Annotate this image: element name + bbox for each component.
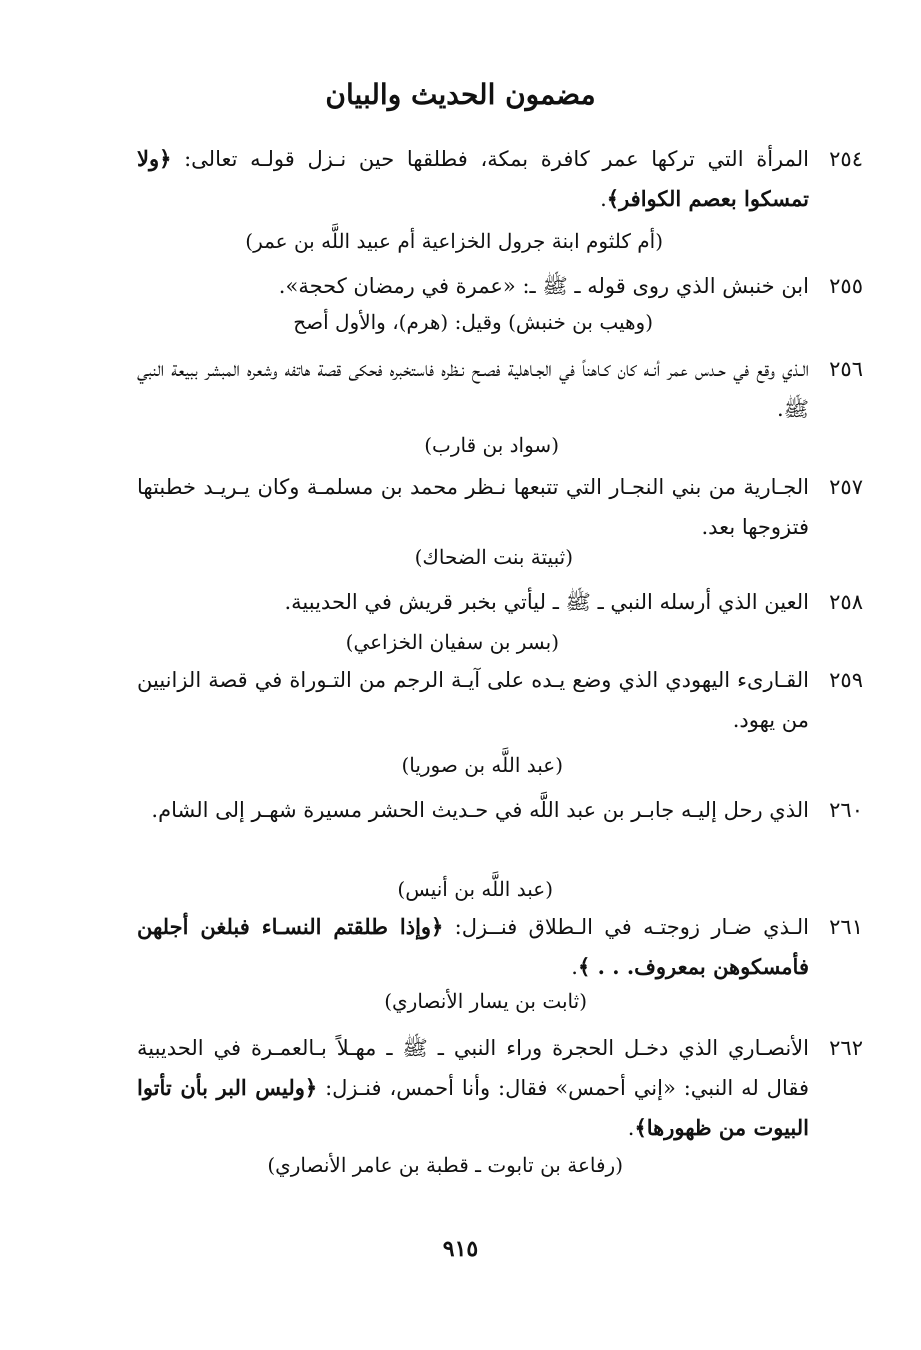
page-number: ٩١٥ [442, 1236, 479, 1262]
page-header: مضمون الحديث والبيان [325, 78, 596, 111]
entry-number: ٢٥٥ [829, 274, 863, 298]
entry-number: ٢٥٤ [829, 147, 863, 171]
entry-answer: (رفاعة بن تابوت ـ قطبة بن عامر الأنصاري) [267, 1153, 623, 1177]
entry-number: ٢٥٨ [829, 590, 863, 614]
entry-text: ابن خنبش الذي روى قوله ـ ﷺ ـ: «عمرة في رمضان كحجة». [278, 274, 809, 298]
entry-number: ٢٥٦ [829, 357, 863, 381]
entry-text: الذي رحل إليـه جابـر بن عبد اللَّه في حـديث الحشر مسيرة شهـر إلى الشام. [151, 798, 809, 822]
entry-answer: (بسر بن سفيان الخزاعي) [345, 630, 559, 654]
entry-answer: (سواد بن قارب) [424, 433, 559, 457]
entry-body: الأنصـاري الذي دخـل الحجرة وراء النبي ـ ﷺ ـ مهـلاً بـالعمـرة في الحديبية فقال له النبي: «إني أحمس» فقال: وأنا أحمس، فنـزل: [137, 1036, 809, 1100]
quran-quote: ﴿وليس البر بأن تأتوا البيوت من ظهورها﴾ [137, 1075, 809, 1140]
entry-tail: . [600, 187, 607, 211]
entry-tail: . [627, 1116, 635, 1140]
entry-number: ٢٦٢ [829, 1036, 863, 1060]
entry-text: الجـارية من بني النجـار التي تتبعها نـظر محمد بن مسلمـة وكان يـريـد خطبتها فتزوجها بعد. [137, 475, 809, 539]
entry-text: القـارىء اليهودي الذي وضع يـده على آيـة الرجم من التـوراة في قصة الزانيين من يهود. [137, 668, 809, 732]
entry-body: الـذي ضـار زوجتـه في الـطلاق فنــزل: [443, 915, 810, 939]
entry-number: ٢٥٧ [829, 475, 863, 499]
entry-text [137, 1028, 809, 1148]
entry-body: المرأة التي تركها عمر كافرة بمكة، فطلقها حين نـزل قولـه تعالى: [171, 147, 809, 171]
entry-number: ٢٦٠ [829, 798, 863, 822]
entry-text [137, 139, 809, 219]
quran-quote: ﴿وإذا طلقتم النسـاء فبلغن أجلهن فأمسكوهن بمعروف. . . ﴾ [137, 914, 809, 979]
entry-number: ٢٦١ [829, 915, 863, 939]
entry-text: العين الذي أرسله النبي ـ ﷺ ـ ليأتي بخبر قريش في الحديبية. [284, 590, 809, 614]
entry-text: الـذي وقع في حـدس عمر أنـه كان كـاهناً في الجـاهلية فصـح نـظره فاستخبره فحكى قصة هاتفه وشعره المبشر ببيعة النبي ﷺ. [137, 357, 809, 421]
entry-answer: (أم كلثوم ابنة جرول الخزاعية أم عبيد اللَّه بن عمر) [245, 229, 663, 253]
entry-number: ٢٥٩ [829, 668, 863, 692]
entry-answer: (عبد اللَّه بن أنيس) [397, 877, 553, 901]
entry-answer: (ثابت بن يسار الأنصاري) [384, 989, 587, 1013]
entry-answer: (ثبيتة بنت الضحاك) [414, 545, 573, 569]
entry-answer: (وهيب بن خنبش) وقيل: (هرم)، والأول أصح [293, 310, 653, 334]
entry-tail: . [571, 955, 578, 979]
quran-quote: ﴿ولا تمسكوا بعصم الكوافر﴾ [137, 146, 809, 211]
entry-answer: (عبد اللَّه بن صوريا) [401, 753, 563, 777]
entry-text [137, 907, 809, 987]
